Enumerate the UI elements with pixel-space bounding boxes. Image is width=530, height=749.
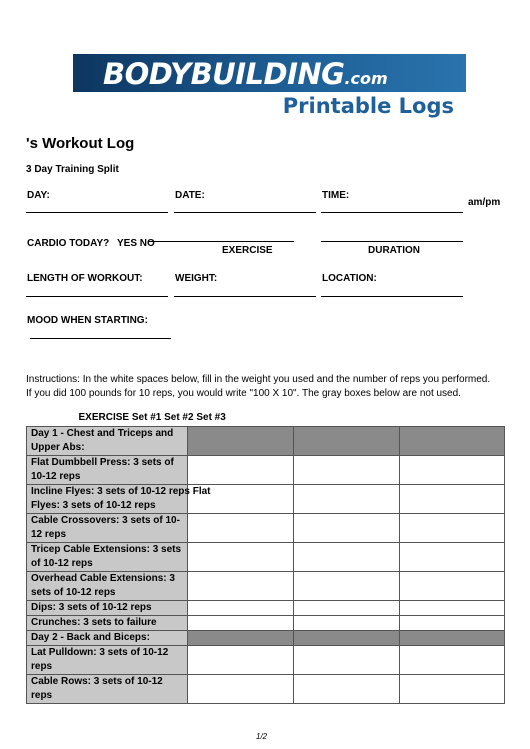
exercise-cell: Tricep Cable Extensions: 3 sets of 10-12 reps (27, 542, 188, 571)
table-row (27, 513, 505, 542)
set-3-cell[interactable] (400, 484, 505, 513)
set-2-cell[interactable] (294, 600, 400, 615)
table-row (27, 615, 505, 630)
instructions-text: Instructions: In the white spaces below, fill in the weight you used and the number of reps you performed. If you did 100 pounds for 10 reps, you would write "100 X 10". The gray boxes below are not used. (26, 374, 491, 399)
time-field[interactable] (321, 212, 463, 213)
set-3-cell[interactable] (400, 542, 505, 571)
set-1-cell (188, 426, 294, 455)
day-field[interactable] (26, 212, 168, 213)
set-2-cell[interactable] (294, 615, 400, 630)
mood-label: MOOD WHEN STARTING: (27, 315, 148, 326)
table-header: EXERCISE Set #1 Set #2 Set #3 (78, 411, 226, 423)
set-3-cell[interactable] (400, 455, 505, 484)
set-2-cell[interactable] (294, 484, 400, 513)
set-1-cell[interactable] (188, 600, 294, 615)
set-2-cell[interactable] (294, 542, 400, 571)
set-3-cell[interactable] (400, 645, 505, 674)
table-row (27, 542, 505, 571)
duration-field[interactable] (321, 241, 463, 242)
exercise-cell: Dips: 3 sets of 10-12 reps (27, 600, 188, 615)
exercise-cell: Lat Pulldown: 3 sets of 10-12 reps (27, 645, 188, 674)
set-3-cell[interactable] (400, 513, 505, 542)
set-1-cell[interactable] (188, 615, 294, 630)
date-label: DATE: (175, 190, 205, 201)
bodybuilding-logo: BODYBUILDING.com (103, 57, 388, 91)
set-2-cell (294, 426, 400, 455)
weight-field[interactable] (174, 296, 316, 297)
table-row (27, 571, 505, 600)
banner-subtitle: Printable Logs (282, 94, 454, 118)
ampm-label: am/pm (468, 197, 501, 208)
cardio-label: CARDIO TODAY? (27, 238, 110, 249)
table-row (27, 600, 505, 615)
set-1-cell[interactable] (188, 571, 294, 600)
exercise-cell: Incline Flyes: 3 sets of 10-12 reps Flat Flyes: 3 sets of 10-12 reps (27, 484, 188, 513)
location-field[interactable] (321, 296, 463, 297)
set-3-cell (400, 630, 505, 645)
table-row (27, 484, 505, 513)
duration-label: DURATION (368, 245, 421, 256)
set-1-cell[interactable] (188, 645, 294, 674)
set-1-cell[interactable] (188, 455, 294, 484)
set-3-cell (400, 426, 505, 455)
set-2-cell[interactable] (294, 645, 400, 674)
set-3-cell[interactable] (400, 600, 505, 615)
set-1-cell (188, 630, 294, 645)
set-2-cell[interactable] (294, 455, 400, 484)
exercise-label: EXERCISE (222, 245, 273, 256)
page-number: 1/2 (256, 732, 268, 741)
time-label: TIME: (322, 190, 350, 201)
exercise-cell: Cable Rows: 3 sets of 10-12 reps (27, 674, 188, 703)
exercise-cell: Day 2 - Back and Biceps: (27, 630, 188, 645)
table-row (27, 674, 505, 703)
date-field[interactable] (174, 212, 316, 213)
workout-log-table (26, 410, 505, 704)
page-subtitle: 3 Day Training Split (26, 164, 119, 175)
exercise-cell: Flat Dumbbell Press: 3 sets of 10-12 reps (27, 455, 188, 484)
set-1-cell[interactable] (188, 513, 294, 542)
set-1-cell[interactable] (188, 674, 294, 703)
exercise-field[interactable] (149, 241, 294, 242)
weight-label: WEIGHT: (175, 273, 218, 284)
yes-no-label[interactable]: YES NO (117, 238, 155, 249)
set-3-cell[interactable] (400, 674, 505, 703)
set-1-cell[interactable] (188, 542, 294, 571)
day-label: DAY: (27, 190, 50, 201)
mood-field[interactable] (30, 338, 171, 339)
table-header-row (27, 410, 505, 426)
exercise-cell: Cable Crossovers: 3 sets of 10-12 reps (27, 513, 188, 542)
table-row (27, 426, 505, 455)
exercise-cell: Day 1 - Chest and Triceps and Upper Abs: (27, 426, 188, 455)
exercise-cell: Overhead Cable Extensions: 3 sets of 10-12 reps (27, 571, 188, 600)
page-title: 's Workout Log (26, 135, 135, 152)
set-2-cell[interactable] (294, 674, 400, 703)
table-row (27, 645, 505, 674)
exercise-cell: Crunches: 3 sets to failure (27, 615, 188, 630)
location-label: LOCATION: (322, 273, 377, 284)
set-3-cell[interactable] (400, 615, 505, 630)
length-label: LENGTH OF WORKOUT: (27, 273, 143, 284)
set-2-cell (294, 630, 400, 645)
set-2-cell[interactable] (294, 513, 400, 542)
table-row (27, 455, 505, 484)
set-2-cell[interactable] (294, 571, 400, 600)
bodybuilding-banner (73, 54, 466, 120)
table-row (27, 630, 505, 645)
length-field[interactable] (26, 296, 168, 297)
set-3-cell[interactable] (400, 571, 505, 600)
